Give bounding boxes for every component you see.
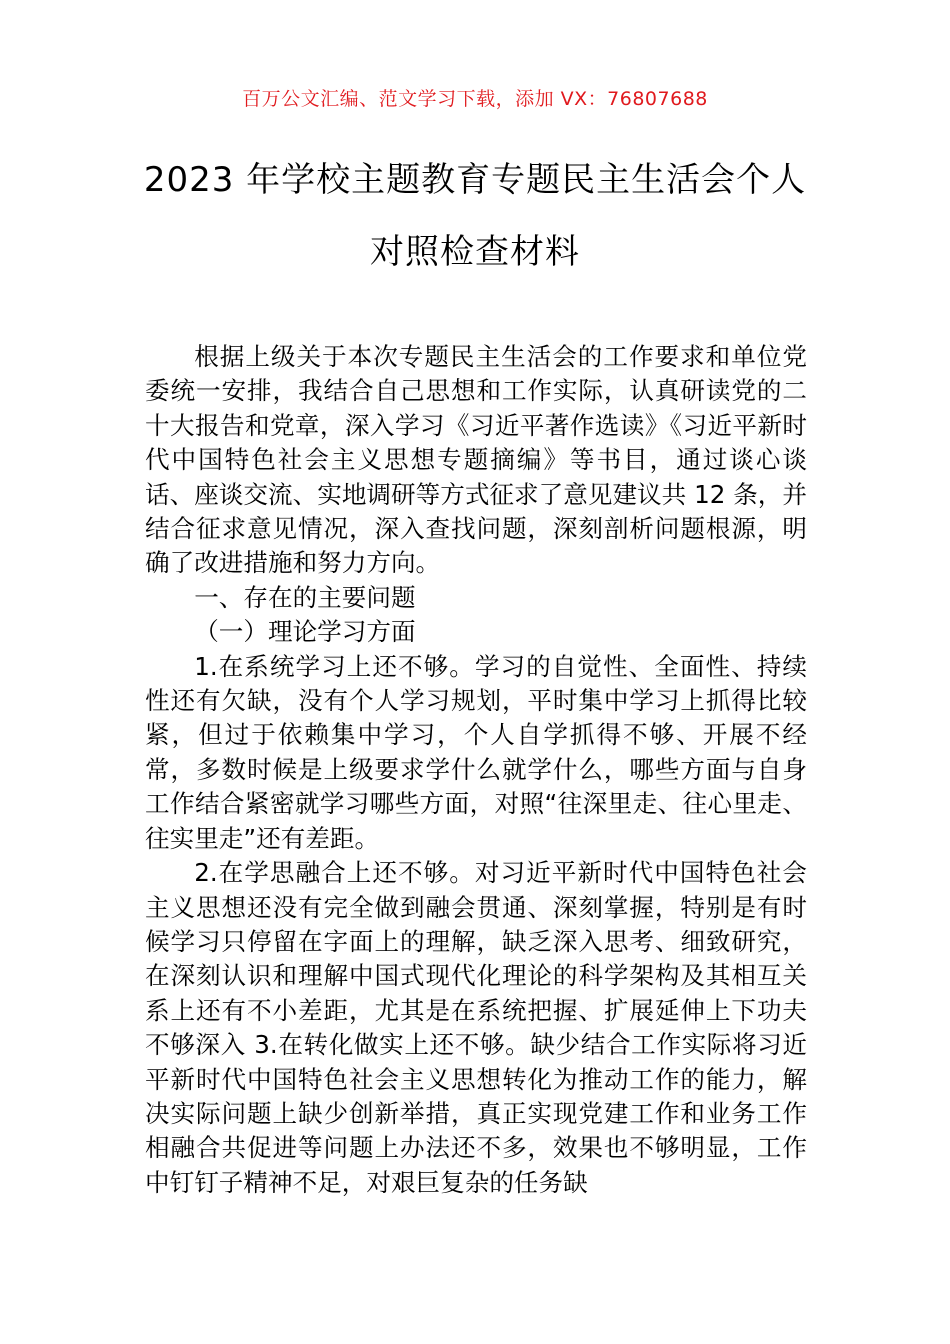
document-title-line-1: 2023 年学校主题教育专题民主生活会个人 bbox=[143, 160, 807, 200]
document-body bbox=[145, 340, 807, 1200]
document-title-line-2: 对照检查材料 bbox=[370, 232, 580, 272]
section-heading: 一、存在的主要问题 bbox=[194, 582, 416, 612]
item-paragraph-2: 2.在学思融合上还不够。对习近平新时代中国特色社会主义思想还没有完全做到融会贯通、深刻掌握，特别是有时候学习只停留在字面上的理解，缺乏深入思考、细致研究，在深刻认识和理解中国式现代化理论的科学架构及其相互关系上还有不小差距，尤其是在系统把握、扩展延伸上下功夫不够深入 3.在转化做实上还不够。缺少结合工作实际将习近平新时代中国特色社会主义思想转化为推动工作的能力，解决实际问题上缺少创新举措，真正实现党建工作和业务工作相融合共促进等问题上办法还不多，效果也不够明显，工作中钉钉子精神不足，对艰巨复杂的任务缺 bbox=[145, 858, 807, 1197]
subsection-heading: （一）理论学习方面 bbox=[194, 617, 416, 647]
header-notice: 百万公文汇编、范文学习下载，添加 VX：76807688 bbox=[242, 88, 708, 110]
item-paragraph-1: 1.在系统学习上还不够。学习的自觉性、全面性、持续性还有欠缺，没有个人学习规划，平时集中学习上抓得比较紧，但过于依赖集中学习，个人自学抓得不够、开展不经常，多数时候是上级要求学什么就学什么，哪些方面与自身工作结合紧密就学习哪些方面，对照“往深里走、往心里走、往实里走”还有差距。 bbox=[145, 651, 807, 853]
intro-paragraph: 根据上级关于本次专题民主生活会的工作要求和单位党委统一安排，我结合自己思想和工作实际，认真研读党的二十大报告和党章，深入学习《习近平著作选读》《习近平新时代中国特色社会主义思想专题摘编》等书目，通过谈心谈话、座谈交流、实地调研等方式征求了意见建议共 12 条，并结合征求意见情况，深入查找问题，深刻剖析问题根源，明确了改进措施和努力方向。 bbox=[145, 342, 807, 578]
